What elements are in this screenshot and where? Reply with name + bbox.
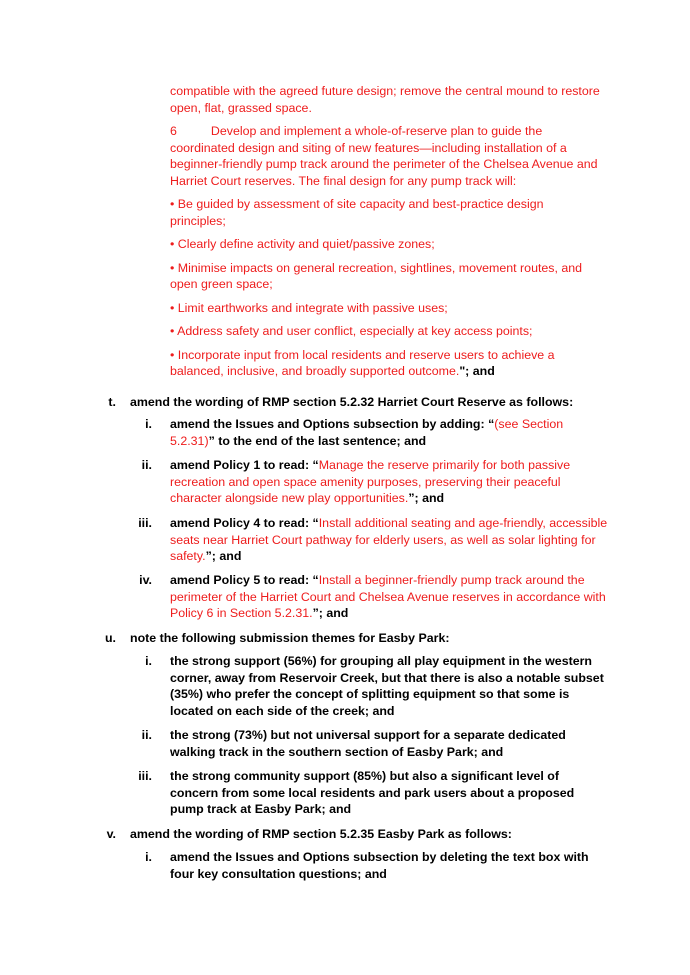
bullet-item: • Address safety and user conflict, especially at key access points; <box>170 324 533 338</box>
policy-6-text: Develop and implement a whole-of-reserve plan to guide the coordinated design and siting of new features—including installation of a beginner-friendly pump track around the perimeter of the Chelsea Avenue and Harriet Court reserves. The final design for any pump track will: <box>170 124 598 188</box>
u-item: the strong (73%) but not universal support for a separate dedicated walking track in the southern section of Easby Park; and <box>170 728 566 759</box>
bullet-item: • Limit earthworks and integrate with passive uses; <box>170 300 448 315</box>
policy-6-paragraph <box>170 123 600 189</box>
section-u-label: u. <box>104 631 116 645</box>
intro-section <box>170 83 600 380</box>
section-t-label: t. <box>108 395 116 409</box>
section-u-heading: note the following submission themes for Easby Park: <box>130 631 450 645</box>
t-item: amend Policy 5 to read: “Install a beginner-friendly pump track around the perimeter of the Harriet Court and Chelsea Avenue reserves in accordance with Policy 6 in Section 5.2.31.”; and <box>170 573 606 620</box>
section-t-heading: amend the wording of RMP section 5.2.32 Harriet Court Reserve as follows: <box>130 395 574 409</box>
v-item-num: i. <box>145 850 152 864</box>
policy-6-number: 6 <box>170 124 177 138</box>
bullet-item: • Clearly define activity and quiet/passive zones; <box>170 237 435 251</box>
bullet-item: • Minimise impacts on general recreation, sightlines, movement routes, and open green space; <box>170 260 583 291</box>
t-item: amend Policy 1 to read: “Manage the reserve primarily for both passive recreation and open space amenity purposes, preserving their peaceful character alongside new play opportunities.”; and <box>170 458 571 505</box>
t-item-num: iv. <box>139 573 152 587</box>
u-item-num: ii. <box>141 728 152 742</box>
t-item: amend the Issues and Options subsection by adding: “(see Section 5.2.31)” to the end of the last sentence; and <box>170 417 564 448</box>
t-item-num: i. <box>145 417 152 431</box>
u-item: the strong support (56%) for grouping all play equipment in the western corner, away from Reservoir Creek, but that there is also a notable subset (35%) who prefer the concept of splitting equipment so that some is located on each side of the creek; and <box>170 654 604 718</box>
bullet-suffix: "; and <box>459 364 495 378</box>
u-item-num: i. <box>145 654 152 668</box>
t-item-num: iii. <box>138 516 152 530</box>
t-item: amend Policy 4 to read: “Install additional seating and age-friendly, accessible seats near Harriet Court pathway for elderly users, as well as solar lighting for safety.”; and <box>170 516 608 563</box>
t-item-num: ii. <box>141 458 152 472</box>
intro-continuation: compatible with the agreed future design; remove the central mound to restore open, flat, grassed space. <box>170 84 600 115</box>
bullet-item: • Be guided by assessment of site capacity and best-practice design principles; <box>170 197 544 228</box>
v-item: amend the Issues and Options subsection by deleting the text box with four key consultation questions; and <box>170 850 589 881</box>
u-item-num: iii. <box>138 769 152 783</box>
section-v-heading: amend the wording of RMP section 5.2.35 Easby Park as follows: <box>130 827 512 841</box>
u-item: the strong community support (85%) but also a significant level of concern from some local residents and park users about a proposed pump track at Easby Park; and <box>170 769 575 816</box>
bullet-item-last: • Incorporate input from local residents and reserve users to achieve a balanced, inclusive, and broadly supported outcome."; and <box>170 347 555 378</box>
section-v-label: v. <box>106 827 116 841</box>
